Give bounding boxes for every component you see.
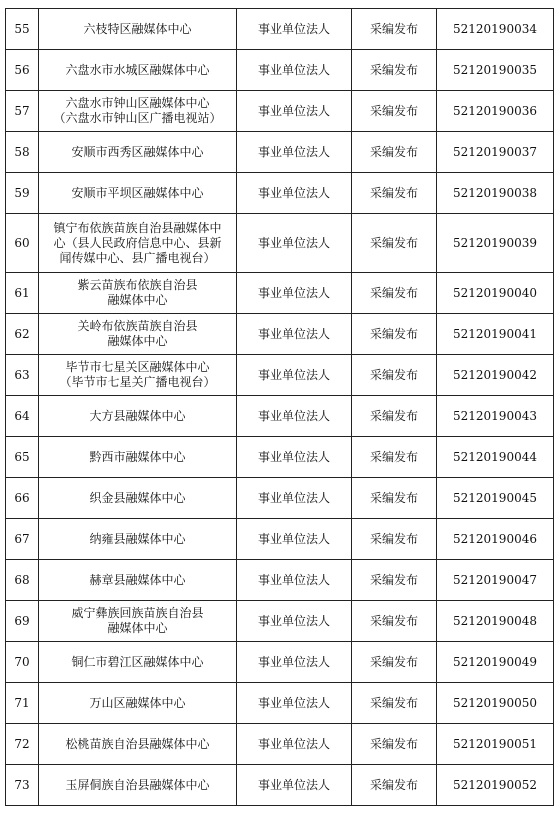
unit-name (39, 50, 237, 91)
unit-type: 事业单位法人 (237, 9, 352, 50)
table-row (6, 355, 554, 396)
publish-scope: 采编发布 (352, 765, 437, 806)
row-number: 60 (6, 214, 39, 273)
row-number: 67 (6, 519, 39, 560)
unit-name (39, 355, 237, 396)
unit-name-line: 毕节市七星关区融媒体中心 (65, 360, 210, 374)
unit-type: 事业单位法人 (237, 683, 352, 724)
unit-name-line: （六盘水市钟山区广播电视站） (53, 111, 222, 125)
unit-name-line: 融媒体中心 (107, 293, 168, 307)
license-code: 52120190038 (437, 173, 554, 214)
table-row (6, 314, 554, 355)
row-number: 63 (6, 355, 39, 396)
row-number: 66 (6, 478, 39, 519)
license-code: 52120190047 (437, 560, 554, 601)
license-code: 52120190041 (437, 314, 554, 355)
unit-name-line: 万山区融媒体中心 (89, 695, 186, 710)
unit-name (39, 683, 237, 724)
unit-type: 事业单位法人 (237, 724, 352, 765)
unit-name-line: 六枝特区融媒体中心 (83, 21, 192, 36)
unit-name-line: 融媒体中心 (107, 621, 168, 635)
row-number: 69 (6, 601, 39, 642)
table-row (6, 173, 554, 214)
table-row (6, 478, 554, 519)
unit-type: 事业单位法人 (237, 601, 352, 642)
publish-scope: 采编发布 (352, 642, 437, 683)
table-row (6, 91, 554, 132)
table-row (6, 437, 554, 478)
row-number: 56 (6, 50, 39, 91)
publish-scope: 采编发布 (352, 173, 437, 214)
publish-scope: 采编发布 (352, 273, 437, 314)
unit-name-line: 威宁彝族回族苗族自治县 (71, 606, 204, 620)
table-row (6, 132, 554, 173)
publish-scope: 采编发布 (352, 50, 437, 91)
publish-scope: 采编发布 (352, 355, 437, 396)
unit-type: 事业单位法人 (237, 314, 352, 355)
publish-scope: 采编发布 (352, 724, 437, 765)
unit-name-line: 六盘水市水城区融媒体中心 (65, 62, 210, 77)
unit-type: 事业单位法人 (237, 642, 352, 683)
table-row (6, 683, 554, 724)
table-row (6, 9, 554, 50)
row-number: 64 (6, 396, 39, 437)
unit-type: 事业单位法人 (237, 765, 352, 806)
publish-scope: 采编发布 (352, 314, 437, 355)
table-row (6, 519, 554, 560)
unit-name (39, 519, 237, 560)
unit-type: 事业单位法人 (237, 173, 352, 214)
unit-name-line: 闻传媒中心、县广播电视台） (59, 250, 216, 265)
license-code: 52120190052 (437, 765, 554, 806)
publish-scope: 采编发布 (352, 437, 437, 478)
unit-name-line: （毕节市七星关广播电视台） (59, 375, 216, 389)
table-row (6, 765, 554, 806)
unit-name (39, 396, 237, 437)
row-number: 72 (6, 724, 39, 765)
unit-name (39, 9, 237, 50)
license-code: 52120190042 (437, 355, 554, 396)
unit-name (39, 437, 237, 478)
unit-name (39, 173, 237, 214)
table-row (6, 642, 554, 683)
unit-type: 事业单位法人 (237, 560, 352, 601)
publish-scope: 采编发布 (352, 9, 437, 50)
row-number: 55 (6, 9, 39, 50)
row-number: 61 (6, 273, 39, 314)
table-row (6, 560, 554, 601)
table-row (6, 273, 554, 314)
license-code: 52120190048 (437, 601, 554, 642)
license-code: 52120190044 (437, 437, 554, 478)
publish-scope: 采编发布 (352, 91, 437, 132)
row-number: 59 (6, 173, 39, 214)
license-code: 52120190049 (437, 642, 554, 683)
unit-name (39, 560, 237, 601)
license-code: 52120190037 (437, 132, 554, 173)
publish-scope: 采编发布 (352, 132, 437, 173)
license-code: 52120190034 (437, 9, 554, 50)
unit-name-line: 六盘水市钟山区融媒体中心 (65, 96, 210, 110)
publish-scope: 采编发布 (352, 396, 437, 437)
unit-type: 事业单位法人 (237, 132, 352, 173)
table-row (6, 214, 554, 273)
license-code: 52120190036 (437, 91, 554, 132)
unit-name-line: 赫章县融媒体中心 (89, 572, 186, 587)
row-number: 71 (6, 683, 39, 724)
license-code: 52120190040 (437, 273, 554, 314)
license-code: 52120190039 (437, 214, 554, 273)
publish-scope: 采编发布 (352, 214, 437, 273)
unit-name-line: 大方县融媒体中心 (89, 408, 186, 423)
unit-name-line: 关岭布依族苗族自治县 (77, 319, 198, 333)
row-number: 73 (6, 765, 39, 806)
unit-name (39, 724, 237, 765)
table-row (6, 601, 554, 642)
unit-type: 事业单位法人 (237, 478, 352, 519)
unit-type: 事业单位法人 (237, 273, 352, 314)
license-code: 52120190050 (437, 683, 554, 724)
license-code: 52120190046 (437, 519, 554, 560)
row-number: 65 (6, 437, 39, 478)
license-code: 52120190045 (437, 478, 554, 519)
unit-type: 事业单位法人 (237, 91, 352, 132)
unit-type: 事业单位法人 (237, 396, 352, 437)
unit-name-line: 铜仁市碧江区融媒体中心 (71, 654, 204, 669)
unit-name-line: 织金县融媒体中心 (89, 490, 186, 505)
unit-name-line: 玉屏侗族自治县融媒体中心 (65, 777, 210, 792)
unit-name-line: 松桃苗族自治县融媒体中心 (65, 736, 210, 751)
publish-scope: 采编发布 (352, 683, 437, 724)
unit-name (39, 765, 237, 806)
row-number: 58 (6, 132, 39, 173)
publish-scope: 采编发布 (352, 478, 437, 519)
row-number: 70 (6, 642, 39, 683)
unit-name-line: 融媒体中心 (107, 334, 168, 348)
license-code: 52120190051 (437, 724, 554, 765)
unit-name (39, 478, 237, 519)
unit-name (39, 642, 237, 683)
media-unit-table (5, 8, 554, 806)
unit-type: 事业单位法人 (237, 355, 352, 396)
unit-name-line: 心（县人民政府信息中心、县新 (53, 235, 222, 250)
row-number: 57 (6, 91, 39, 132)
table-body (6, 9, 554, 806)
row-number: 68 (6, 560, 39, 601)
unit-type: 事业单位法人 (237, 519, 352, 560)
unit-name-line: 纳雍县融媒体中心 (89, 531, 186, 546)
table-row (6, 396, 554, 437)
unit-name-line: 安顺市平坝区融媒体中心 (71, 185, 204, 200)
unit-name (39, 214, 237, 273)
unit-name (39, 601, 237, 642)
unit-name-line: 安顺市西秀区融媒体中心 (71, 144, 204, 159)
unit-type: 事业单位法人 (237, 50, 352, 91)
unit-name (39, 91, 237, 132)
license-code: 52120190035 (437, 50, 554, 91)
publish-scope: 采编发布 (352, 601, 437, 642)
unit-type: 事业单位法人 (237, 214, 352, 273)
unit-name-line: 紫云苗族布依族自治县 (77, 278, 198, 292)
publish-scope: 采编发布 (352, 519, 437, 560)
unit-type: 事业单位法人 (237, 437, 352, 478)
unit-name (39, 132, 237, 173)
unit-name (39, 273, 237, 314)
table-row (6, 50, 554, 91)
unit-name (39, 314, 237, 355)
unit-name-line: 镇宁布依族苗族自治县融媒体中 (53, 220, 222, 235)
publish-scope: 采编发布 (352, 560, 437, 601)
row-number: 62 (6, 314, 39, 355)
unit-name-line: 黔西市融媒体中心 (89, 449, 186, 464)
license-code: 52120190043 (437, 396, 554, 437)
table-row (6, 724, 554, 765)
